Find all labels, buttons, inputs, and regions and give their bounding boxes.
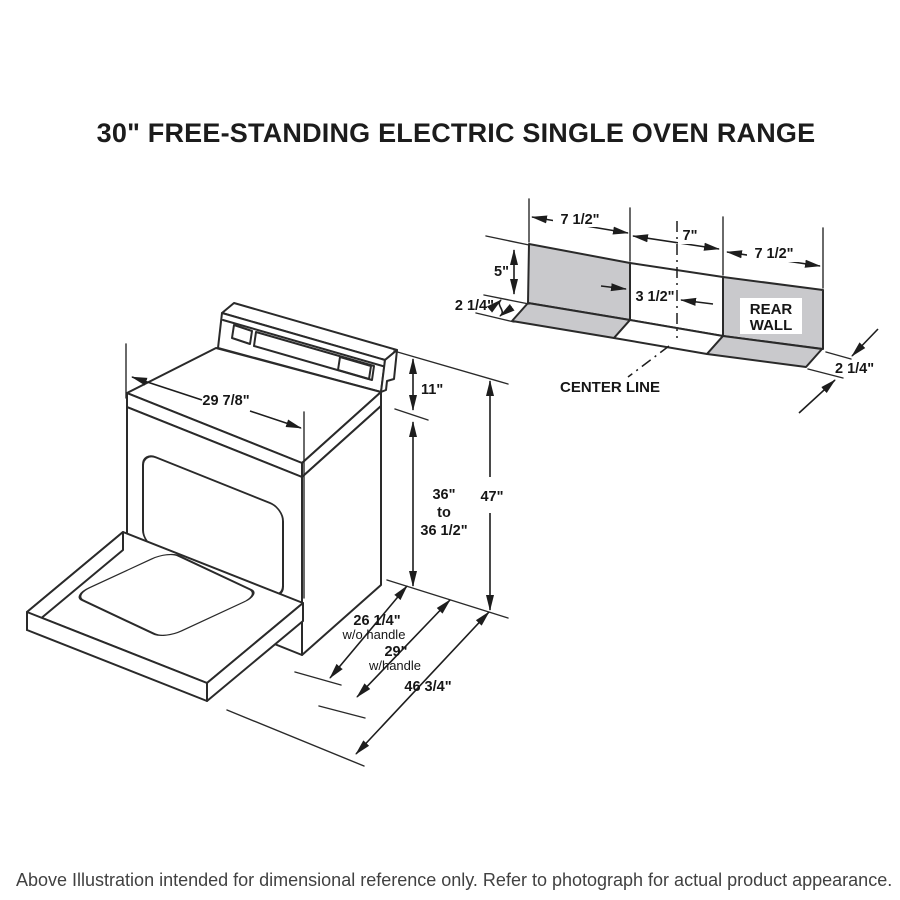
wall-height-label: 5" (494, 264, 509, 280)
cooktop-height-min-label: 36" (432, 487, 456, 503)
depth-wo-handle-label: 26 1/4" (353, 613, 401, 629)
wall-left-width-label: 7 1/2" (560, 212, 600, 228)
ledge-left-label: 2 1/4" (454, 298, 494, 314)
depth-witness-lines (227, 672, 365, 766)
rear-wall-diagram (455, 199, 878, 413)
depth-wo-handle-note: w/o handle (342, 627, 406, 642)
center-line-label: CENTER LINE (560, 379, 661, 396)
cooktop-height-joiner-label: to (437, 505, 451, 521)
wall-right-width-label: 7 1/2" (754, 246, 794, 262)
cooktop-height-max-label: 36 1/2" (420, 523, 468, 539)
range-width-label: 29 7/8" (202, 393, 250, 409)
rear-wall-label-1: REAR (749, 301, 793, 318)
overall-height-label: 47" (480, 489, 504, 505)
wall-center-width-label: 7" (682, 228, 698, 244)
ledge-right-arrow-upper (852, 329, 878, 356)
wall-center-width-dim (633, 236, 719, 249)
outlet-offset-label: 3 1/2" (635, 289, 675, 305)
ledge-right-arrow-lower (799, 380, 835, 413)
depth-w-handle-label: 29" (384, 644, 408, 660)
footer-disclaimer: Above Illustration intended for dimensional reference only. Refer to photograph for actual product appearance. (16, 870, 893, 890)
depth-w-handle-note: w/handle (368, 658, 422, 673)
page-title: 30" FREE-STANDING ELECTRIC SINGLE OVEN RANGE (96, 118, 816, 148)
rear-wall-label-2: WALL (749, 317, 793, 334)
ledge-left-dim (499, 300, 502, 316)
range-drawing (27, 303, 508, 766)
backsplash-height-label: 11" (421, 382, 444, 398)
ledge-right-label: 2 1/4" (835, 361, 875, 377)
depth-door-open-label: 46 3/4" (404, 679, 452, 695)
